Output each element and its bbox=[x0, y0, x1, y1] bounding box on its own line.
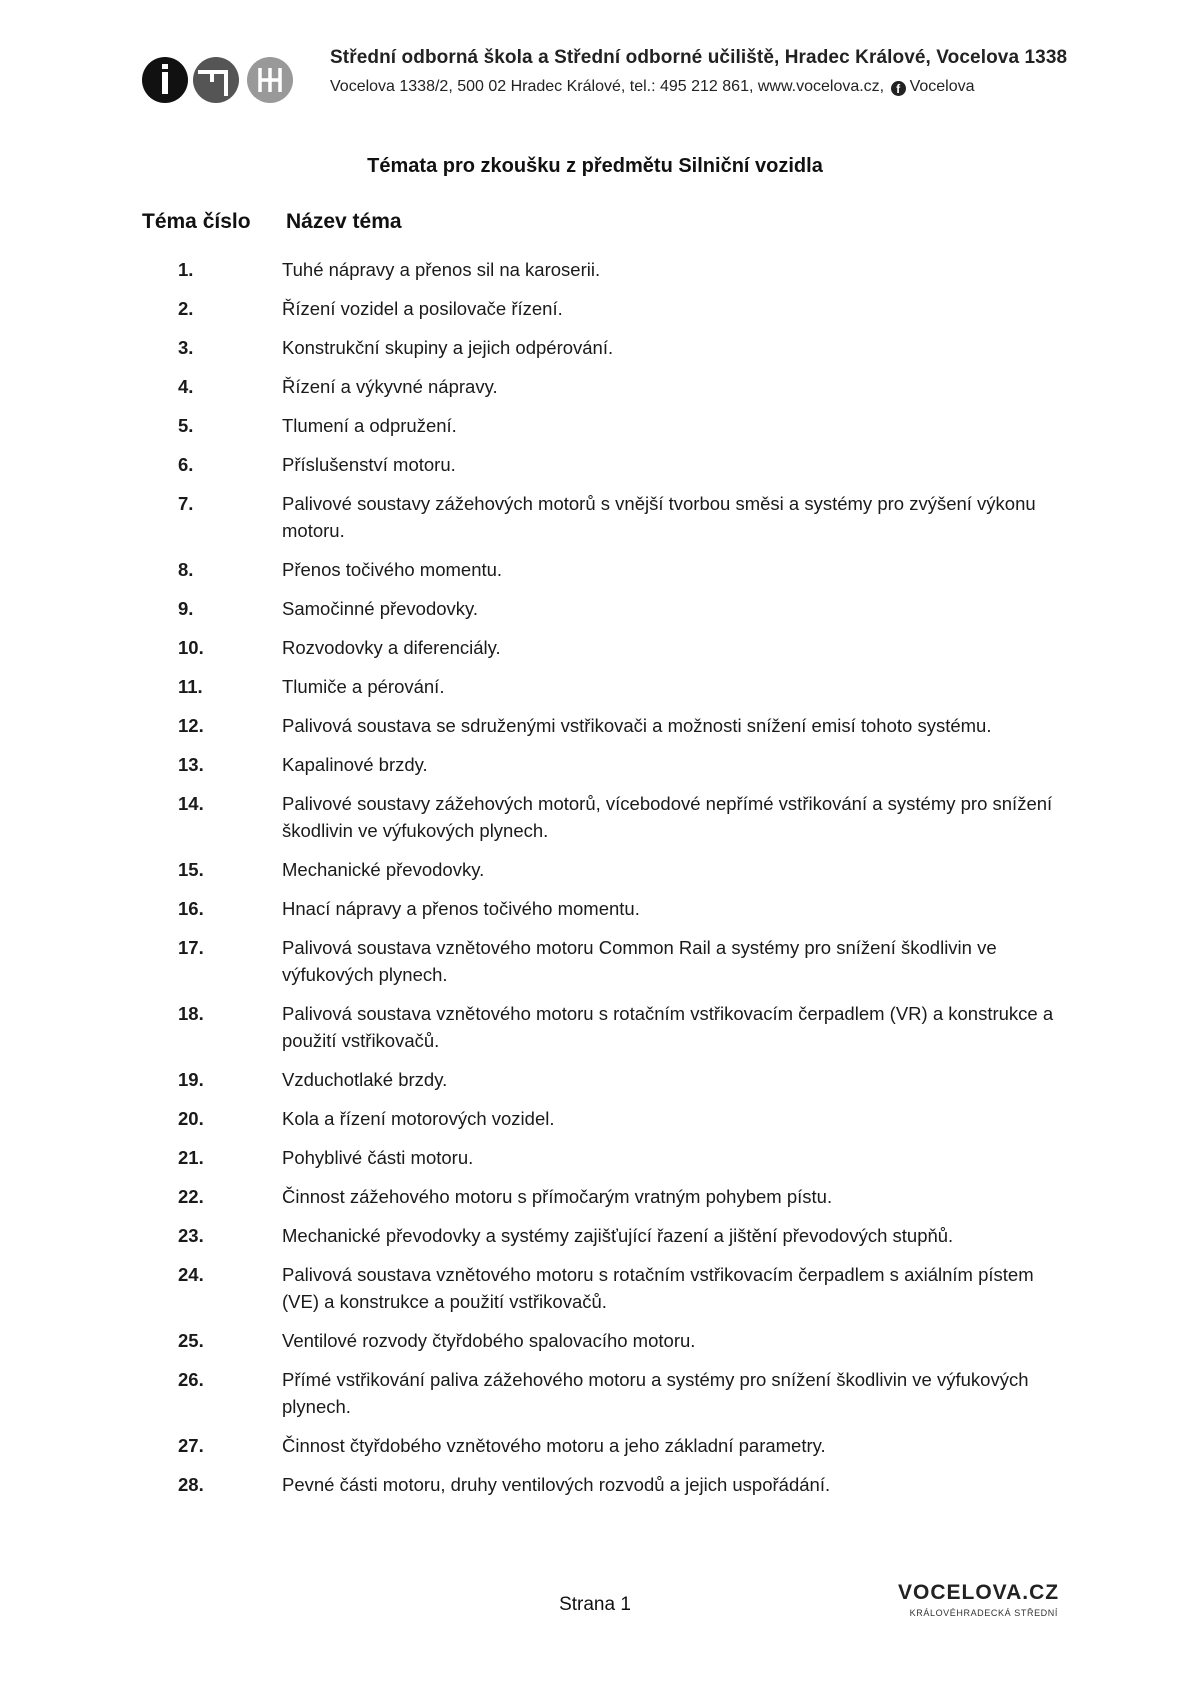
topic-row bbox=[0, 751, 1190, 778]
topic-text: Kola a řízení motorových vozidel. bbox=[282, 1108, 555, 1129]
topic-row bbox=[0, 256, 1190, 283]
page-header bbox=[142, 46, 1068, 106]
topic-text: Mechanické převodovky a systémy zajišťující řazení a jištění převodových stupňů. bbox=[282, 1225, 954, 1246]
topic-text: Přenos točivého momentu. bbox=[282, 559, 503, 580]
topic-number: 13. bbox=[178, 754, 204, 775]
column-header-number: Téma číslo bbox=[142, 210, 251, 233]
topic-text: Činnost čtyřdobého vznětového motoru a jeho základní parametry. bbox=[282, 1435, 826, 1456]
topic-number: 2. bbox=[178, 298, 194, 319]
topic-row bbox=[0, 556, 1190, 583]
school-address bbox=[330, 76, 1062, 98]
topic-text: Palivová soustava vznětového motoru Common Rail a systémy pro snížení škodlivin ve výfukových plynech. bbox=[282, 937, 997, 985]
topic-text: Přímé vstřikování paliva zážehového motoru a systémy pro snížení škodlivin ve výfukových plynech. bbox=[282, 1369, 1029, 1417]
topic-number: 16. bbox=[178, 898, 204, 919]
topic-number: 25. bbox=[178, 1330, 204, 1351]
topic-text: Samočinné převodovky. bbox=[282, 598, 479, 619]
column-header-name: Název téma bbox=[286, 210, 402, 233]
topic-text: Hnací nápravy a přenos točivého momentu. bbox=[282, 898, 640, 919]
topic-list bbox=[0, 256, 1190, 1510]
topic-text: Tlumiče a pérování. bbox=[282, 676, 445, 697]
topic-text: Řízení vozidel a posilovače řízení. bbox=[282, 298, 563, 319]
topic-text: Kapalinové brzdy. bbox=[282, 754, 428, 775]
topic-text: Vzduchotlaké brzdy. bbox=[282, 1069, 448, 1090]
topic-text: Palivová soustava se sdruženými vstřikovači a možnosti snížení emisí tohoto systému. bbox=[282, 715, 992, 736]
address-text: Vocelova 1338/2, 500 02 Hradec Králové, tel.: 495 212 861, www.vocelova.cz, bbox=[330, 78, 885, 95]
topic-number: 5. bbox=[178, 415, 194, 436]
topic-row bbox=[0, 412, 1190, 439]
topic-number: 24. bbox=[178, 1264, 204, 1285]
topic-text: Příslušenství motoru. bbox=[282, 454, 456, 475]
topic-text: Ventilové rozvody čtyřdobého spalovacího motoru. bbox=[282, 1330, 696, 1351]
topic-row bbox=[0, 295, 1190, 322]
topic-row bbox=[0, 1144, 1190, 1171]
topic-number: 11. bbox=[178, 676, 203, 697]
topic-row bbox=[0, 934, 1190, 988]
topic-number: 15. bbox=[178, 859, 204, 880]
topic-row bbox=[0, 1366, 1190, 1420]
brand-logo bbox=[898, 1582, 1058, 1618]
topic-row bbox=[0, 1261, 1190, 1315]
topic-row bbox=[0, 490, 1190, 544]
brand-sub-text: KRÁLOVÉHRADECKÁ STŘEDNÍ bbox=[909, 1608, 1058, 1618]
topic-text: Palivová soustava vznětového motoru s rotačním vstřikovacím čerpadlem (VR) a konstrukce a použití vstřikovačů. bbox=[282, 1003, 1054, 1051]
brand-main-text: VOCELOVA.CZ bbox=[898, 1581, 1060, 1604]
topic-row bbox=[0, 634, 1190, 661]
topic-number: 3. bbox=[178, 337, 194, 358]
school-logo bbox=[142, 56, 298, 104]
topic-number: 22. bbox=[178, 1186, 204, 1207]
topic-number: 14. bbox=[178, 793, 204, 814]
facebook-label: Vocelova bbox=[909, 78, 975, 95]
topic-text: Tuhé nápravy a přenos sil na karoserii. bbox=[282, 259, 601, 280]
t-shape-icon bbox=[193, 57, 239, 103]
topic-number: 12. bbox=[178, 715, 204, 736]
topic-row bbox=[0, 334, 1190, 361]
topic-number: 6. bbox=[178, 454, 194, 475]
topic-number: 23. bbox=[178, 1225, 204, 1246]
topic-row bbox=[0, 1105, 1190, 1132]
topic-number: 17. bbox=[178, 937, 204, 958]
topic-row bbox=[0, 1471, 1190, 1498]
topic-text: Palivové soustavy zážehových motorů, vícebodové nepřímé vstřikování a systémy pro snížení škodlivin ve výfukových plynech. bbox=[282, 793, 1053, 841]
topic-row bbox=[0, 1066, 1190, 1093]
topic-text: Pohyblivé části motoru. bbox=[282, 1147, 474, 1168]
topic-text: Řízení a výkyvné nápravy. bbox=[282, 376, 498, 397]
topic-number: 1. bbox=[178, 259, 194, 280]
topic-row bbox=[0, 1000, 1190, 1054]
topic-row bbox=[0, 1222, 1190, 1249]
facebook-icon: f bbox=[891, 81, 906, 96]
topic-number: 26. bbox=[178, 1369, 204, 1390]
topic-row bbox=[0, 373, 1190, 400]
document-title: Témata pro zkoušku z předmětu Silniční vozidla bbox=[367, 155, 823, 177]
topic-text: Pevné části motoru, druhy ventilových rozvodů a jejich uspořádání. bbox=[282, 1474, 831, 1495]
school-name: Střední odborná škola a Střední odborné učiliště, Hradec Králové, Vocelova 1338 bbox=[330, 47, 1068, 68]
topic-number: 28. bbox=[178, 1474, 204, 1495]
topic-text: Konstrukční skupiny a jejich odpérování. bbox=[282, 337, 614, 358]
topic-number: 21. bbox=[178, 1147, 204, 1168]
topic-number: 9. bbox=[178, 598, 194, 619]
topic-text: Palivové soustavy zážehových motorů s vnější tvorbou směsi a systémy pro zvýšení výkonu motoru. bbox=[282, 493, 1036, 541]
topic-row bbox=[0, 790, 1190, 844]
topic-text: Tlumení a odpružení. bbox=[282, 415, 457, 436]
topic-number: 4. bbox=[178, 376, 194, 397]
topic-number: 10. bbox=[178, 637, 204, 658]
topic-number: 27. bbox=[178, 1435, 204, 1456]
topic-number: 8. bbox=[178, 559, 194, 580]
topic-row bbox=[0, 673, 1190, 700]
page-number: Strana 1 bbox=[559, 1594, 631, 1615]
topic-text: Palivová soustava vznětového motoru s rotačním vstřikovacím čerpadlem s axiálním pístem (VE) a konstrukce a použití vstřikovačů. bbox=[282, 1264, 1034, 1312]
topic-row bbox=[0, 1327, 1190, 1354]
topic-text: Rozvodovky a diferenciály. bbox=[282, 637, 501, 658]
topic-row bbox=[0, 1432, 1190, 1459]
topic-row bbox=[0, 1183, 1190, 1210]
topic-row bbox=[0, 595, 1190, 622]
topic-text: Mechanické převodovky. bbox=[282, 859, 485, 880]
topic-row bbox=[0, 895, 1190, 922]
h-bar-icon bbox=[247, 57, 293, 103]
info-i-icon bbox=[142, 57, 188, 103]
topic-row bbox=[0, 451, 1190, 478]
topic-row bbox=[0, 856, 1190, 883]
school-logo-svg bbox=[142, 56, 298, 104]
topic-number: 18. bbox=[178, 1003, 204, 1024]
topic-row bbox=[0, 712, 1190, 739]
topic-number: 20. bbox=[178, 1108, 204, 1129]
topic-text: Činnost zážehového motoru s přímočarým vratným pohybem pístu. bbox=[282, 1186, 833, 1207]
topic-number: 19. bbox=[178, 1069, 204, 1090]
topic-number: 7. bbox=[178, 493, 194, 514]
